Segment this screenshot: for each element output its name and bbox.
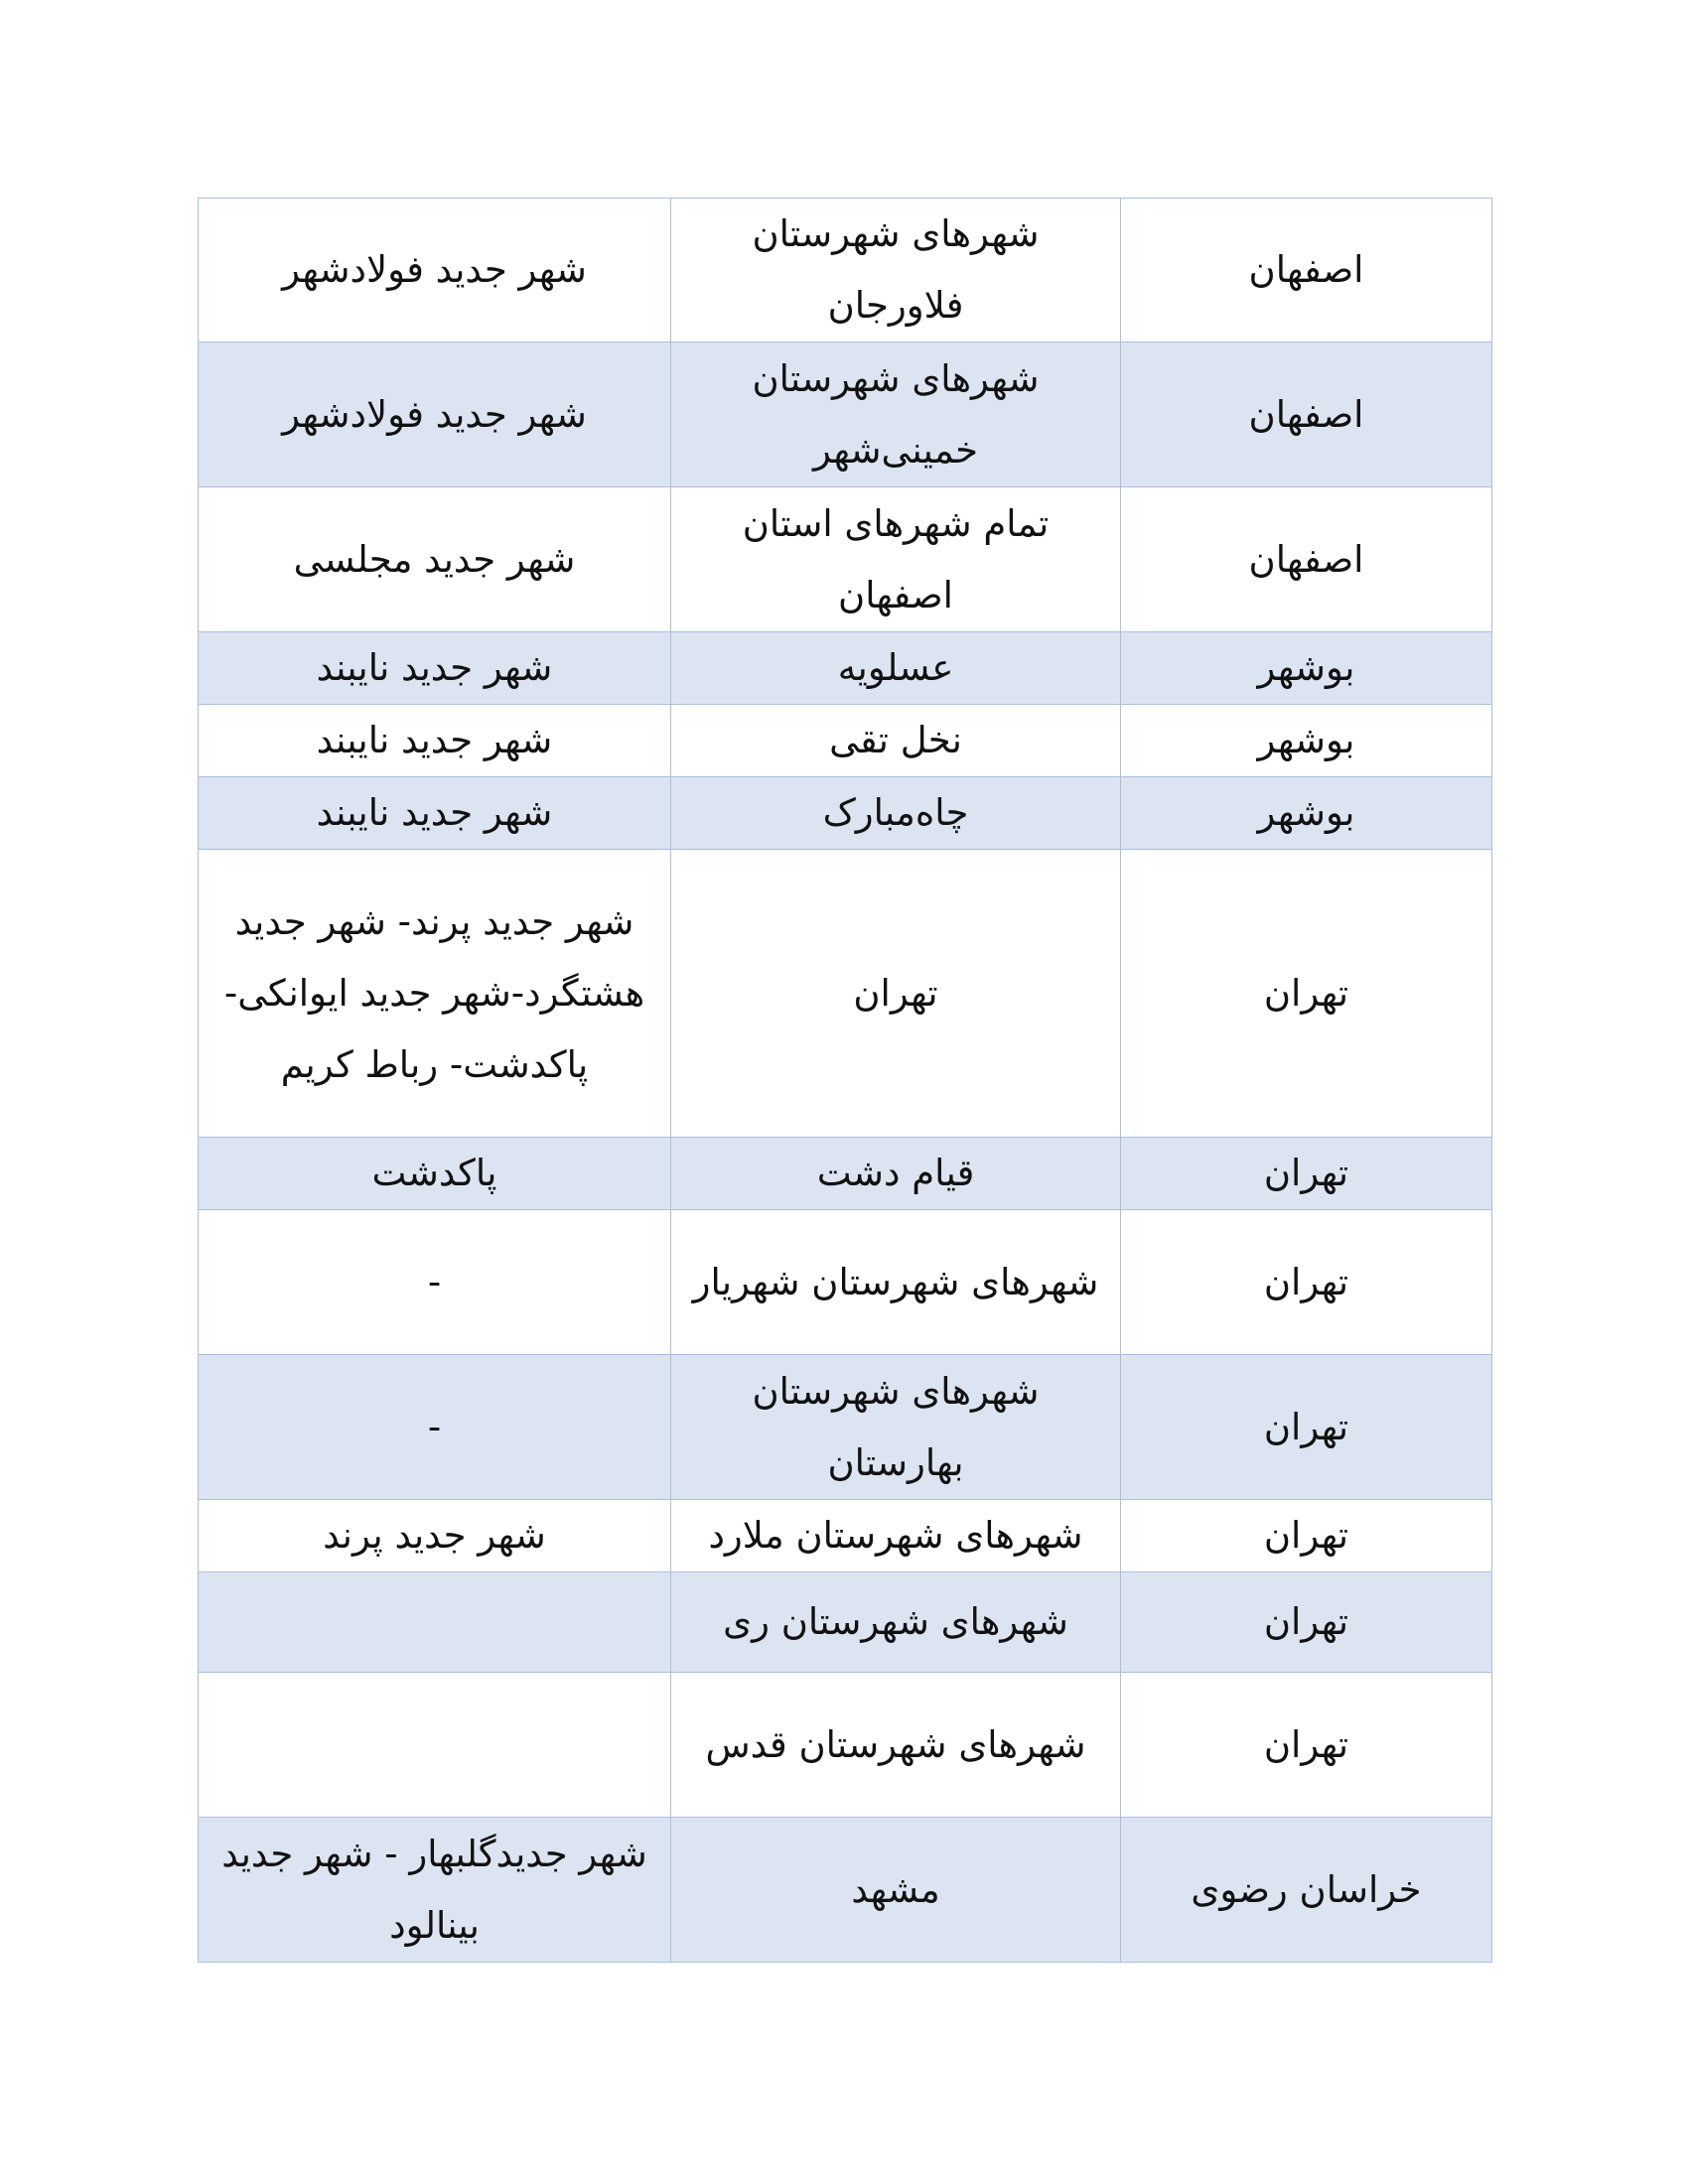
new-cities-table [198, 198, 1492, 1963]
new-city-cell: شهر جدید نایبند [199, 777, 671, 850]
table-row [199, 1355, 1492, 1500]
province-cell: اصفهان [1121, 487, 1492, 632]
province-cell: بوشهر [1121, 632, 1492, 705]
new-city-cell: پاکدشت [199, 1138, 671, 1210]
county-cell: شهرهای شهرستان قدس [671, 1673, 1121, 1818]
province-cell: تهران [1121, 1355, 1492, 1500]
table-row [199, 777, 1492, 850]
table-row [199, 1500, 1492, 1572]
new-city-cell [199, 1673, 671, 1818]
table-row [199, 487, 1492, 632]
province-cell: خراسان رضوی [1121, 1818, 1492, 1963]
new-city-cell: شهر جدید پرند [199, 1500, 671, 1572]
table-row [199, 1210, 1492, 1355]
new-city-cell: شهر جدیدگلبهار - شهر جدید بینالود [199, 1818, 671, 1963]
county-cell: تهران [671, 850, 1121, 1138]
new-city-cell: شهر جدید فولادشهر [199, 342, 671, 487]
province-cell: تهران [1121, 850, 1492, 1138]
province-cell: تهران [1121, 1572, 1492, 1673]
table-row [199, 1818, 1492, 1963]
county-cell: شهرهای شهرستان شهریار [671, 1210, 1121, 1355]
province-cell: تهران [1121, 1210, 1492, 1355]
county-cell: عسلویه [671, 632, 1121, 705]
county-cell: قیام دشت [671, 1138, 1121, 1210]
county-cell: شهرهای شهرستان ری [671, 1572, 1121, 1673]
new-city-cell: - [199, 1355, 671, 1500]
new-city-cell: شهر جدید پرند- شهر جدید هشتگرد-شهر جدید ایوانکی- پاکدشت- رباط کریم [199, 850, 671, 1138]
table-row [199, 1138, 1492, 1210]
province-cell: تهران [1121, 1500, 1492, 1572]
new-city-cell: - [199, 1210, 671, 1355]
table-row [199, 632, 1492, 705]
county-cell: تمام شهرهای استان اصفهان [671, 487, 1121, 632]
new-city-cell: شهر جدید مجلسی [199, 487, 671, 632]
new-city-cell: شهر جدید نایبند [199, 705, 671, 777]
table-row [199, 850, 1492, 1138]
province-cell: بوشهر [1121, 705, 1492, 777]
table-row [199, 342, 1492, 487]
county-cell: نخل تقی [671, 705, 1121, 777]
table-row [199, 1673, 1492, 1818]
table-row [199, 705, 1492, 777]
province-cell: اصفهان [1121, 199, 1492, 342]
county-cell: شهرهای شهرستان خمینی‌شهر [671, 342, 1121, 487]
new-city-cell: شهر جدید فولادشهر [199, 199, 671, 342]
province-cell: اصفهان [1121, 342, 1492, 487]
province-cell: تهران [1121, 1673, 1492, 1818]
new-city-cell [199, 1572, 671, 1673]
new-city-cell: شهر جدید نایبند [199, 632, 671, 705]
county-cell: چاه‌مبارک [671, 777, 1121, 850]
province-cell: تهران [1121, 1138, 1492, 1210]
county-cell: شهرهای شهرستان ملارد [671, 1500, 1121, 1572]
county-cell: مشهد [671, 1818, 1121, 1963]
table-row [199, 199, 1492, 342]
province-cell: بوشهر [1121, 777, 1492, 850]
county-cell: شهرهای شهرستان فلاورجان [671, 199, 1121, 342]
county-cell: شهرهای شهرستان بهارستان [671, 1355, 1121, 1500]
table-row [199, 1572, 1492, 1673]
